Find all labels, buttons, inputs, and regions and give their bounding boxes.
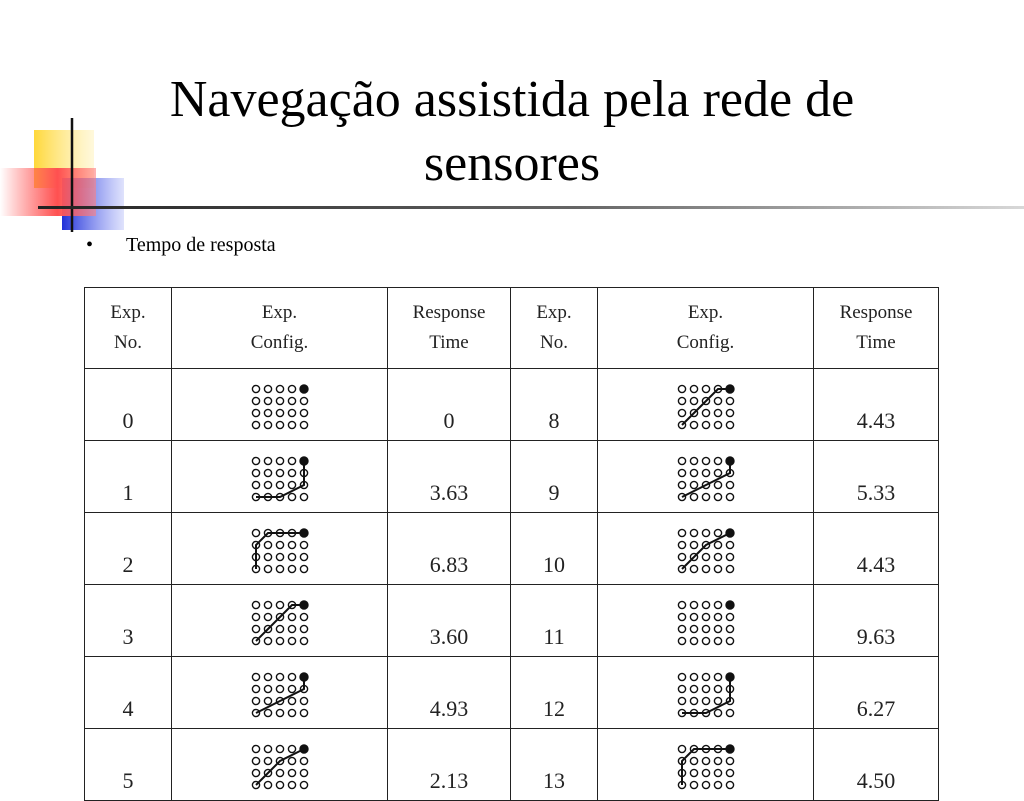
cell-exp-no: 3 [85, 585, 172, 657]
cell-exp-config-2 [598, 513, 814, 585]
cell-response-time-2: 4.43 [814, 369, 939, 441]
cell-exp-no: 2 [85, 513, 172, 585]
cell-exp-config-2 [598, 441, 814, 513]
cell-exp-no: 1 [85, 441, 172, 513]
slide-title-line-2: sensores [423, 135, 601, 192]
cell-exp-no-2: 9 [511, 441, 598, 513]
sensor-grid-path-icon [250, 599, 310, 649]
cell-exp-config [172, 369, 388, 441]
header-response-time: Response Time [388, 288, 511, 369]
response-time-table [84, 287, 939, 801]
bullet-dot-icon: • [86, 234, 94, 256]
cell-response-time: 0 [388, 369, 511, 441]
header-exp-config-2: Exp. Config. [598, 288, 814, 369]
cell-exp-config-2 [598, 369, 814, 441]
cell-exp-no: 5 [85, 729, 172, 801]
cell-exp-no-2: 12 [511, 657, 598, 729]
cell-response-time: 4.93 [388, 657, 511, 729]
sensor-grid-path-icon [250, 671, 310, 721]
sensor-grid-path-icon [250, 455, 310, 505]
table-row [85, 441, 939, 513]
table-row [85, 729, 939, 801]
cell-exp-config-2 [598, 657, 814, 729]
cell-exp-no: 0 [85, 369, 172, 441]
sensor-grid-path-icon [676, 455, 736, 505]
cell-exp-config [172, 729, 388, 801]
table-row [85, 585, 939, 657]
bullet-item [86, 234, 276, 257]
slide-title-line-1: Navegação assistida pela rede de [169, 71, 855, 128]
cell-exp-no: 4 [85, 657, 172, 729]
cell-response-time: 6.83 [388, 513, 511, 585]
cell-response-time-2: 6.27 [814, 657, 939, 729]
cell-response-time: 3.63 [388, 441, 511, 513]
cell-exp-no-2: 10 [511, 513, 598, 585]
cell-exp-no-2: 11 [511, 585, 598, 657]
cell-exp-no-2: 13 [511, 729, 598, 801]
cell-exp-config-2 [598, 585, 814, 657]
cell-exp-config [172, 513, 388, 585]
cell-exp-config [172, 657, 388, 729]
sensor-grid-path-icon [676, 527, 736, 577]
header-response-time-2: Response Time [814, 288, 939, 369]
bullet-text: Tempo de resposta [126, 234, 276, 256]
sensor-grid-path-icon [676, 599, 736, 649]
title-divider [38, 206, 1024, 209]
cell-exp-config-2 [598, 729, 814, 801]
sensor-grid-path-icon [676, 671, 736, 721]
header-exp-no-2: Exp. No. [511, 288, 598, 369]
sensor-grid-path-icon [250, 383, 310, 433]
cell-exp-no-2: 8 [511, 369, 598, 441]
table-header-row [85, 288, 939, 369]
cell-response-time-2: 5.33 [814, 441, 939, 513]
table-row [85, 657, 939, 729]
header-exp-no: Exp. No. [85, 288, 172, 369]
cell-response-time: 2.13 [388, 729, 511, 801]
cell-exp-config [172, 585, 388, 657]
cell-response-time-2: 4.50 [814, 729, 939, 801]
table-row [85, 369, 939, 441]
header-exp-config: Exp. Config. [172, 288, 388, 369]
cell-response-time: 3.60 [388, 585, 511, 657]
table-row [85, 513, 939, 585]
cell-response-time-2: 4.43 [814, 513, 939, 585]
slide-title [60, 68, 964, 196]
cell-response-time-2: 9.63 [814, 585, 939, 657]
sensor-grid-path-icon [250, 527, 310, 577]
cell-exp-config [172, 441, 388, 513]
sensor-grid-path-icon [676, 383, 736, 433]
